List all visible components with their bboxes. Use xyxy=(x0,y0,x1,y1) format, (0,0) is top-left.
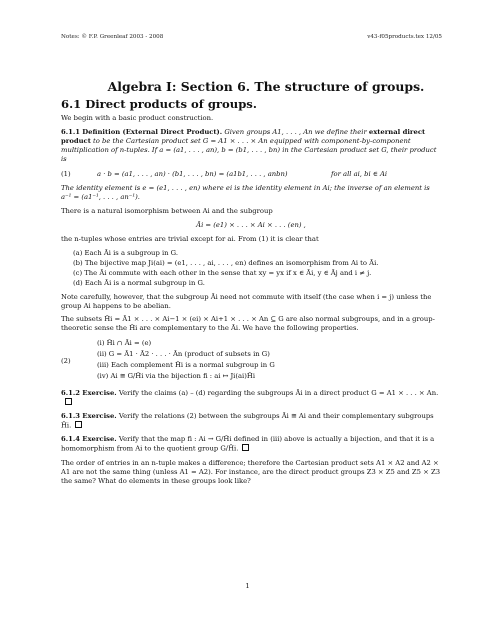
list-item: (b) The bijective map Ji(ai) = (e1, . . . , ai, . . . , en) defines an isomorphism from Ai to Āi. xyxy=(73,258,379,267)
ntuples-paragraph: the n-tuples whose entries are trivial except for ai. From (1) it is clear that xyxy=(61,235,319,244)
relations-list xyxy=(97,339,275,383)
list-item: (iv) Ai ≅ G/H̄i via the bijection fi : ai ↦ Ji(ai)H̄i xyxy=(97,371,255,380)
equation-condition: for all ai, bi ∈ Ai xyxy=(331,169,388,178)
document-body xyxy=(61,80,441,491)
qed-icon xyxy=(242,444,249,451)
definition-term: external direct product xyxy=(61,127,426,145)
exercise-text: Verify the claims (a) – (d) regarding the subgroups Āi in a direct product G = A1 × . . . × An. xyxy=(118,388,439,397)
list-item: (iii) Each complement H̄i is a normal subgroup in G xyxy=(97,361,275,370)
list-item: (d) Each Āi is a normal subgroup in G. xyxy=(73,278,205,287)
exercise-612 xyxy=(61,389,441,407)
qed-icon xyxy=(75,421,82,428)
subsets-paragraph: The subsets H̄i = Ā1 × . . . × Ai−1 × (ei) × Ai+1 × . . . × An ⊆ G are also normal subgroups, and in a group-theoretic sense the H̄i are complementary to the Āi. We have the following properties. xyxy=(61,315,435,333)
definition-text-2: to be the Cartesian product set G = A1 × . . . × An equipped with component-by-component multiplication of n-tuples. If a = (a1, . . . , an), b = (b1, . . . , bn) in the Cartesian product set G, their product is xyxy=(61,136,437,163)
equation-number: (2) xyxy=(61,356,71,365)
header-left: Notes: © F.P. Greenleaf 2003 - 2008 xyxy=(61,34,164,40)
isomorphism-paragraph: There is a natural isomorphism between Ai and the subgroup xyxy=(61,207,273,216)
exercise-label: 6.1.3 Exercise. xyxy=(61,412,117,421)
identity-paragraph: The identity element is e = (e1, . . . , en) where ei is the identity element in Ai; the inverse of an element is a⁻¹ = (a1⁻¹, . . . , an⁻¹). xyxy=(61,184,430,202)
header-right: v43-f05products.tex 12/05 xyxy=(367,34,442,40)
equation-2 xyxy=(61,339,441,383)
exercise-label: 6.1.4 Exercise. xyxy=(61,435,117,444)
order-paragraph: The order of entries in an n-tuple makes a difference; therefore the Cartesian product sets A1 × A2 and A2 × A1 are not the same thing (unless A1 = A2). For instance, are the direct product groups Z3 × Z5 and Z5 × Z3 the same? What do elements in these groups look like? xyxy=(61,458,441,485)
intro-paragraph: We begin with a basic product construction. xyxy=(61,114,214,122)
page-number: 1 xyxy=(245,582,250,590)
page-title: Algebra I: Section 6. The structure of groups. xyxy=(107,79,425,94)
note-paragraph: Note carefully, however, that the subgroup Āi need not commute with itself (the case when i = j) unless the group Ai happens to be abelian. xyxy=(61,292,432,310)
exercise-text: Verify that the map fi : Ai → G/H̄i defined in (iii) above is actually a bijection, and that it is a homomorphism from Ai to the quotient group G/H̄i. xyxy=(61,435,435,453)
subgroup-equation: Āi = (e1) × . . . × Ai × . . . (en) , xyxy=(196,221,306,230)
section-heading: 6.1 Direct products of groups. xyxy=(61,97,257,111)
exercise-614 xyxy=(61,435,441,453)
equation-expression: a · b = (a1, . . . , an) · (b1, . . . , bn) = (a1b1, . . . , anbn) xyxy=(97,169,288,178)
definition-paragraph xyxy=(61,128,441,164)
qed-icon xyxy=(65,398,72,405)
exercise-label: 6.1.2 Exercise. xyxy=(61,388,117,397)
exercise-613 xyxy=(61,412,441,430)
list-item: (i) H̄i ∩ Āi = (e) xyxy=(97,339,152,348)
list-item: (a) Each Āi is a subgroup in G. xyxy=(73,248,179,257)
list-item: (ii) G = Ā1 · Ā2 · . . . · Ān (product of subsets in G) xyxy=(97,350,270,359)
definition-text-1: Given groups A1, . . . , An we define their xyxy=(224,127,367,136)
list-item: (c) The Āi commute with each other in the sense that xy = yx if x ∈ Āi, y ∈ Āj and i ≠ j. xyxy=(73,268,372,277)
equation-number: (1) xyxy=(61,169,71,178)
property-list xyxy=(61,249,441,288)
exercise-text: Verify the relations (2) between the subgroups Āi ≅ Ai and their complementary subgroups H̄i. xyxy=(61,412,434,430)
equation-1 xyxy=(61,170,441,179)
definition-label: 6.1.1 Definition (External Direct Product). xyxy=(61,127,223,136)
